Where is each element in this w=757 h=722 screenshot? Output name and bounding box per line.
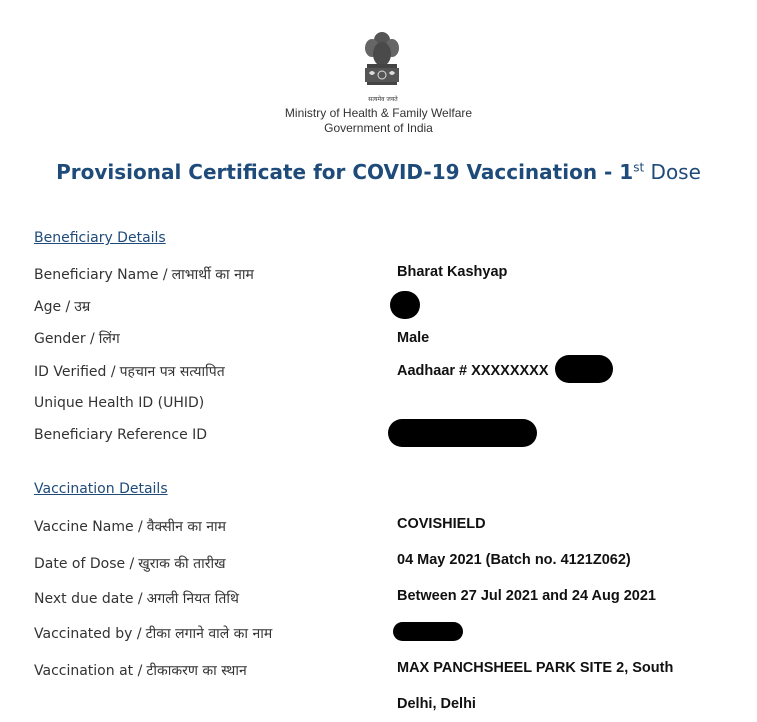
label-en: Beneficiary Name / (34, 267, 168, 283)
dose-word: Dose (644, 160, 701, 184)
vaccinated-by-label (34, 624, 272, 643)
beneficiary-name-value: Bharat Kashyap (397, 264, 508, 280)
id-redaction (555, 355, 613, 383)
vaccination-at-value-line1: MAX PANCHSHEEL PARK SITE 2, South (397, 660, 674, 676)
government-name: Government of India (324, 121, 433, 135)
vaccination-details-heading: Vaccination Details (34, 481, 168, 497)
uhid-label: Unique Health ID (UHID) (34, 395, 205, 411)
gender-value: Male (397, 330, 430, 346)
label-en: Gender / (34, 331, 95, 347)
label-hi: वैक्सीन का नाम (146, 519, 227, 535)
vaccine-name-value: COVISHIELD (397, 516, 486, 532)
vaccine-name-label (34, 517, 226, 536)
beneficiary-reference-label: Beneficiary Reference ID (34, 427, 208, 443)
ministry-name: Ministry of Health & Family Welfare (284, 106, 473, 120)
label-hi: लाभार्थी का नाम (171, 267, 254, 283)
id-verified-label (34, 362, 225, 381)
label-hi: टीका लगाने वाले का नाम (145, 626, 273, 642)
gender-label (34, 329, 120, 348)
date-of-dose-label (34, 554, 226, 573)
label-en: Date of Dose / (34, 556, 135, 572)
vaccinator-redaction (393, 622, 463, 641)
dose-suffix: st (633, 160, 645, 175)
label-en: Age / (34, 299, 71, 315)
ministry-header (0, 106, 757, 136)
certificate-title-main: Provisional Certificate for COVID-19 Vaccination - (56, 160, 620, 184)
label-hi: पहचान पत्र सत्यापित (119, 364, 225, 380)
label-en: Next due date / (34, 591, 143, 607)
id-verified-value: Aadhaar # XXXXXXXX (397, 363, 549, 379)
next-due-date-label (34, 589, 239, 608)
beneficiary-details-heading: Beneficiary Details (34, 230, 166, 246)
date-of-dose-value: 04 May 2021 (Batch no. 4121Z062) (397, 552, 631, 568)
dose-number: 1 (619, 160, 634, 184)
certificate-title (0, 160, 757, 184)
reference-id-redaction (388, 419, 537, 447)
label-hi: उम्र (74, 299, 91, 315)
label-hi: अगली नियत तिथि (146, 591, 239, 607)
age-redaction (390, 291, 420, 319)
vaccination-at-label (34, 661, 247, 680)
label-hi: लिंग (98, 331, 120, 347)
national-emblem-icon (358, 26, 406, 106)
label-hi: टीकाकरण का स्थान (146, 663, 247, 679)
label-en: Vaccination at / (34, 663, 143, 679)
label-en: Vaccine Name / (34, 519, 143, 535)
label-en: Vaccinated by / (34, 626, 142, 642)
age-label (34, 297, 90, 316)
label-en: ID Verified / (34, 364, 116, 380)
motto-text: सत्यमेव जयते (368, 96, 398, 103)
label-hi: खुराक की तारीख (138, 556, 226, 572)
vaccination-at-value-line2: Delhi, Delhi (397, 696, 476, 712)
next-due-date-value: Between 27 Jul 2021 and 24 Aug 2021 (397, 588, 656, 604)
beneficiary-name-label (34, 265, 254, 284)
